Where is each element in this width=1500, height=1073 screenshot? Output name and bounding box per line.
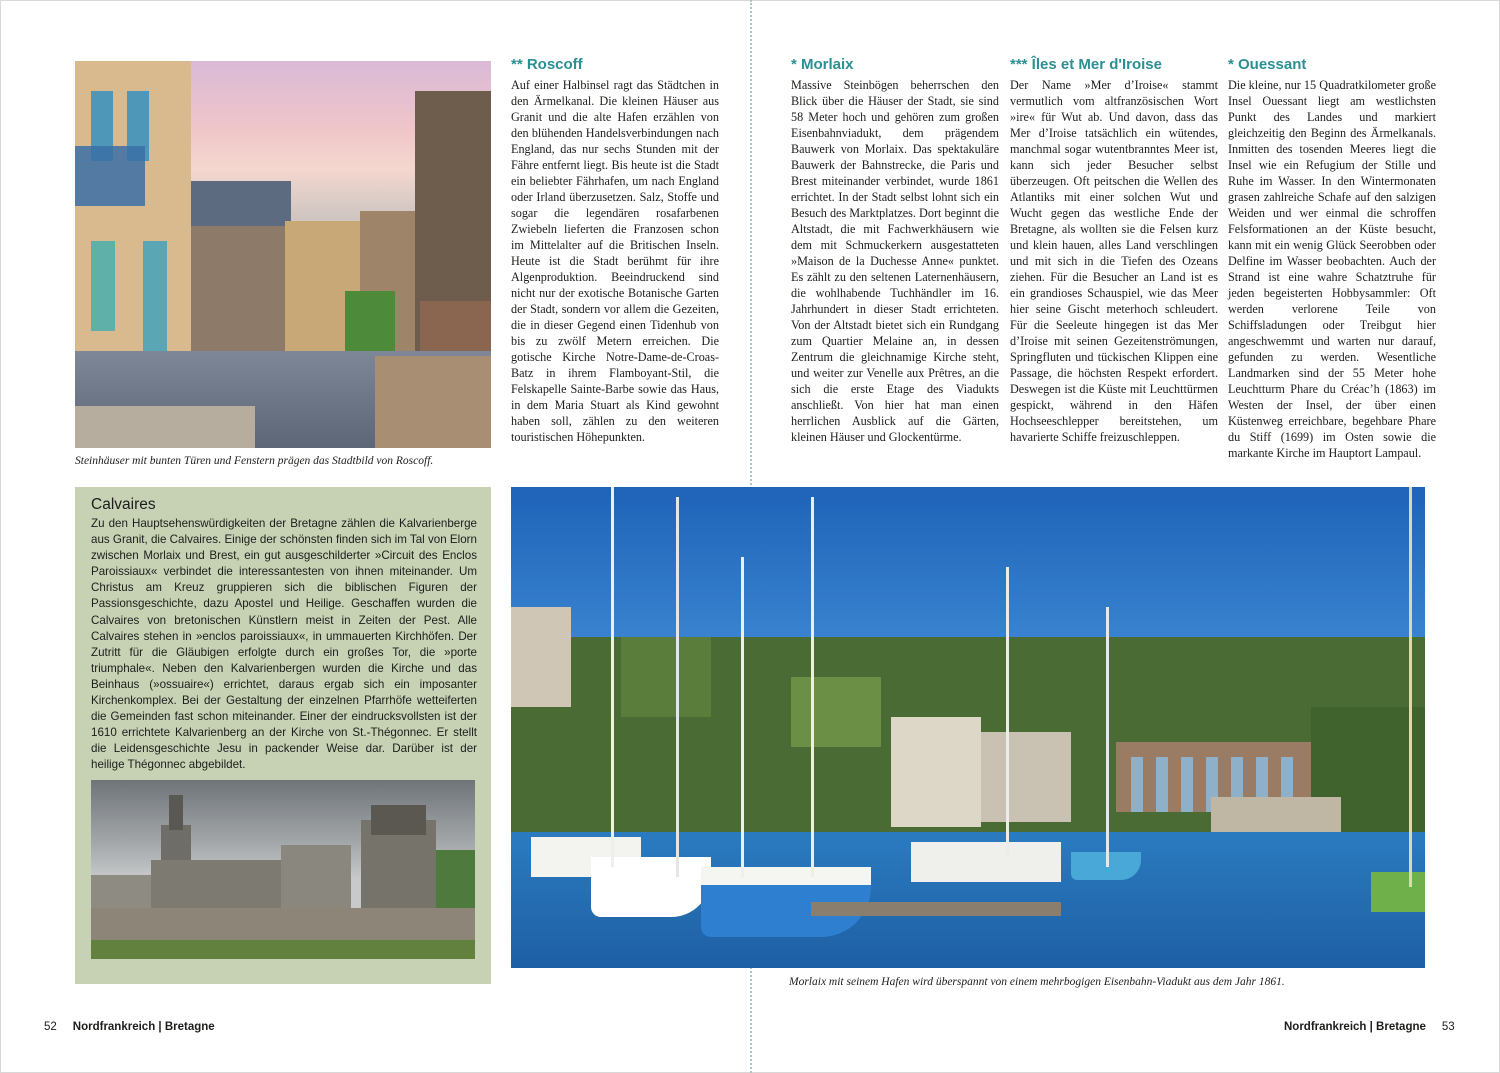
article-ouessant	[1228, 56, 1436, 461]
calvaires-heading: Calvaires	[91, 496, 156, 513]
calvaires-infobox	[75, 487, 491, 984]
article-iroise-heading: *** Îles et Mer d'Iroise	[1010, 56, 1162, 73]
footer-right	[1284, 1021, 1455, 1033]
article-ouessant-heading: * Ouessant	[1228, 56, 1307, 73]
thegonnec-church-photo	[91, 780, 475, 959]
footer-section-right: Nordfrankreich | Bretagne	[1284, 1021, 1426, 1033]
article-ouessant-text: Die kleine, nur 15 Quadratkilometer große Insel Ouessant liegt am westlichsten Punkt des Landes und markiert gleichzeitig den Beginn des Ärmelkanals. Inmitten des tosenden Meeres liegt die Insel wie ein Refugium der Stille und Ruhe im Wasser. In den Wintermonaten grasen zahlreiche Schafe auf den salzigen Weiden und wer einmal die schroffen Felsformationen an der Küste besucht, kann mit ein wenig Glück Seerobben oder Delfine im Wasser beobachten. Auch der Strand ist eine wahre Schatztruhe für jeden begeisterten Hobbysammler: Oft werden verlorene Teile von Schiffsladungen oder Treibgut hier angeschwemmt und warten nur darauf, gefunden zu werden. Wesentliche Landmarken sind der 55 Meter hohe Leuchtturm Phare du Créac’h (1863) im Westen der Insel, der über einen Küstenweg erreichbare, begehbare Phare du Stiff (1699) im Osten sowie die markante Kirche im Hauptort Lampaul.	[1228, 78, 1436, 460]
page-number-right: 53	[1441, 1021, 1455, 1033]
article-roscoff-heading: ** Roscoff	[511, 56, 583, 73]
morlaix-photo-caption: Morlaix mit seinem Hafen wird überspannt von einem mehrbogigen Eisenbahn-Viadukt aus dem Jahr 1861.	[789, 976, 1285, 988]
article-iroise-text: Der Name »Mer d’Iroise« stammt vermutlich vom altfranzösischen Wort »ire« für Wut ab. Und davon, dass das Mer d’Iroise tatsächlich ein wütendes, manchmal sogar wutentbranntes Meer ist, kann sich jeder Besucher selbst überzeugen. Oft peitschen die Wellen des Atlantiks mit einer solchen Wut und Wucht gegen das westliche Ende der Bretagne, als wollten sie die Felsen kurz und klein hauen, alles Land verschlingen und mit sich in die Tiefen des Ozeans ziehen. Für die Besucher an Land ist es ein grandioses Schauspiel, wie das Meer hier seine Gischt meterhoch schleudert. Für die Seeleute hingegen ist das Mer d’Iroise mit seinen Gezeitenströmungen, Springfluten und tückischen Klippen eine Passage, die höchsten Respekt erfordert. Deswegen ist die Küste mit Leuchttürmen gespickt, während in den Häfen Hochseeschlepper bereitstehen, um havarierte Schiffe freizuschleppen.	[1010, 78, 1218, 444]
page-number-left: 52	[44, 1021, 57, 1033]
article-morlaix-text: Massive Steinbögen beherrschen den Blick über die Häuser der Stadt, sie sind 58 Meter hoch und gehören zum großen Eisenbahnviadukt, dem prägendem Bauwerk von Morlaix. Das spektakuläre Bauwerk der Bahnstrecke, die Paris und Brest miteinander verbindet, wurde 1861 errichtet. In der Stadt selbst lohnt sich ein Besuch des Marktplatzes. Dort beginnt die Altstadt, die mit Fachwerkhäusern wie dem mit Schmuckerkern ausgestatteten »Maison de la Duchesse Anne« punktet. Es zählt zu den seltenen Laternenhäusern, die wohlhabende Tuchhändler im 16. Jahrhundert in dieser Stadt errichteten. Von der Altstadt bietet sich ein Rundgang zum Quartier Melaine an, in dessen Zentrum die gleichnamige Kirche steht, und weiter zur Venelle aux Prêtres, an die sich die erste Etage des Viadukts anschließt. Von hier hat man einen herrlichen Ausblick auf die Gärten, kleinen Häuser und Glockentürme.	[791, 78, 999, 444]
roscoff-street-photo	[75, 61, 491, 448]
article-morlaix	[791, 56, 999, 445]
roscoff-photo-caption: Steinhäuser mit bunten Türen und Fenstern prägen das Stadtbild von Roscoff.	[75, 455, 434, 467]
article-roscoff-text: Auf einer Halbinsel ragt das Städtchen in den Ärmelkanal. Die kleinen Häuser aus Granit und die alte Hafen erzählen von den blühenden Handelsverbindungen nach England, das nur sechs Stunden mit der Fähre entfernt liegt. Bis heute ist die Stadt ein beliebter Fährhafen, um nach England oder Irland überzusetzen. Salz, Stoffe und sogar die legendären rosafarbenen Zwiebeln lieferten die Franzosen schon im Mittelalter auf die Britischen Inseln. Heute ist die Stadt berühmt für ihre Algenproduktion. Beeindruckend sind nicht nur der exotische Botanische Garten der Stadt, sondern vor allem die Gezeiten, die in dieser Gegend einen Tidenhub von bis zu zwölf Metern erreichen. Die gotische Kirche Notre-Dame-de-Croas-Batz in ihrem Flamboyant-Stil, die Felskapelle Sainte-Barbe sowie das Haus, in dem Maria Stuart als Kind gewohnt haben soll, zählen zu den weiteren touristischen Höhepunkten.	[511, 78, 719, 444]
calvaires-text: Zu den Hauptsehenswürdigkeiten der Bretagne zählen die Kalvarienberge aus Granit, die Calvaires. Einige der schönsten finden sich im Tal von Elorn zwischen Morlaix und Brest, ein gut ausgeschilderter »Circuit des Enclos Paroissiaux« verbindet die interessantesten von ihnen miteinander. Um Christus am Kreuz gruppieren sich die biblischen Figuren der Passionsgeschichte, dazu Apostel und Heilige. Geschaffen wurden die Calvaires von bretonischen Künstlern meist in Zeiten der Pest. Alle Calvaires stehen in »enclos paroissiaux«, in ummauerten Kirchhöfen. Der Zutritt für die Gläubigen erfolgte durch ein großes Tor, die »porte triumphale«. Neben den Kalvarienbergen wurden die Kirche und das Beinhaus (»ossuaire«) errichtet, daraus ergab sich ein imposanter Kirchenkomplex. Bei der Gestaltung der einzelnen Pfarrhöfe wetteiferten die Gemeinden fast schon miteinander. Einer der eindrucksvollsten ist der 1610 errichtete Kalvarienberg an der Kirche von St.-Thégonnec. Er stellt die Leidensgeschichte Jesu in packender Weise dar. Darüber ist der heilige Thégonnec abgebildet.	[91, 517, 477, 772]
article-morlaix-heading: * Morlaix	[791, 56, 854, 73]
morlaix-harbour-photo	[511, 487, 1425, 968]
article-iroise	[1010, 56, 1218, 445]
footer-section-left: Nordfrankreich | Bretagne	[72, 1021, 215, 1033]
article-roscoff	[511, 56, 719, 445]
footer-left	[44, 1021, 215, 1033]
